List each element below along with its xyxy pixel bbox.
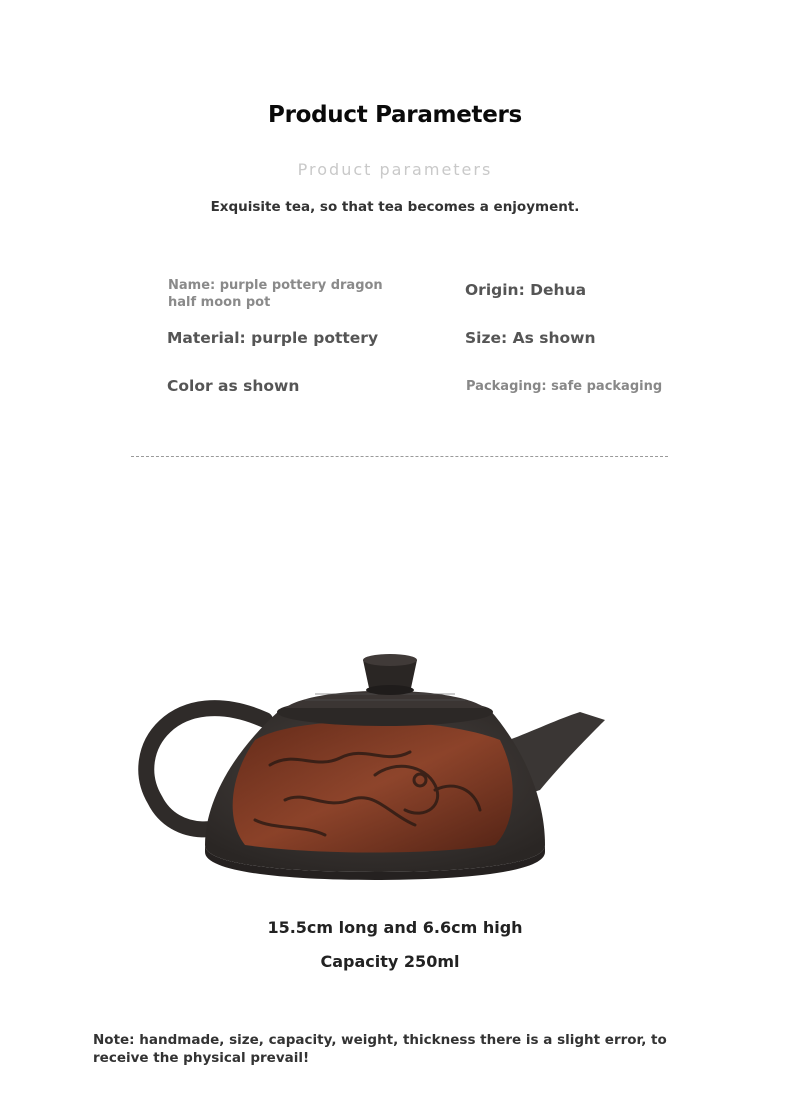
param-origin: Origin: Dehua (465, 281, 587, 299)
param-color: Color as shown (167, 377, 300, 395)
footer-note: Note: handmade, size, capacity, weight, thickness there is a slight error, to receive the physical prevail! (93, 1032, 667, 1066)
param-size: Size: As shown (465, 329, 596, 347)
tagline: Exquisite tea, so that tea becomes a enjoyment. (210, 199, 580, 215)
dimensions-text: 15.5cm long and 6.6cm high (267, 918, 523, 937)
section-divider (131, 456, 668, 457)
capacity-text: Capacity 250ml (320, 952, 460, 971)
param-packaging: Packaging: safe packaging (466, 379, 663, 394)
param-material: Material: purple pottery (167, 329, 379, 347)
page-subtitle: Product parameters (297, 160, 493, 179)
dragon-teapot-image (135, 640, 615, 885)
param-name: Name: purple pottery dragon half moon pot (168, 278, 383, 310)
page-title: Product Parameters (268, 102, 522, 128)
